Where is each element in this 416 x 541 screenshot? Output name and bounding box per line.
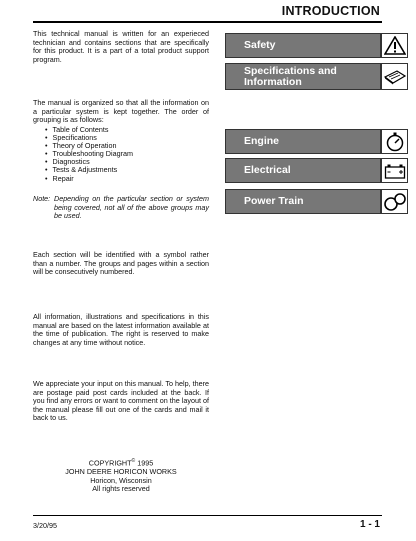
list-item: • Tests & Adjustments [45, 166, 133, 174]
note-text: Depending on the particular section or system being covered, not all of the above groups may be used. [54, 194, 209, 221]
organization-paragraph: The manual is organized so that all the information on a particular system is kept together. The order of grouping is as follows: [33, 98, 209, 125]
section-tab-specifications[interactable] [225, 63, 381, 90]
feedback-paragraph: We appreciate your input on this manual. To help, there are postage paid post cards included at the back. If you find any errors or want to comment on the layout of the manual please fill out one of the cards and mail it back to us. [33, 379, 209, 423]
section-label: Power Train [244, 195, 304, 207]
section-label: Engine [244, 135, 280, 147]
section-label: Safety [244, 39, 276, 51]
section-tab-power-train[interactable] [225, 189, 381, 214]
copyright-year: 1995 [135, 458, 154, 468]
copyright-rights: All rights reserved [92, 484, 150, 494]
section-label: Specifications and Information [244, 64, 337, 88]
note-block [33, 195, 209, 221]
symbol-paragraph: Each section will be identified with a symbol rather than a number. The groups and pages within a section will be consecutively numbered. [33, 250, 209, 277]
battery-icon [381, 158, 408, 183]
page-number: 1 - 1 [359, 519, 380, 530]
note-label: Note: [33, 194, 51, 203]
list-item: • Troubleshooting Diagram [45, 150, 133, 158]
list-item: • Table of Contents [45, 126, 133, 134]
grouping-list [45, 126, 133, 183]
gears-icon [381, 189, 408, 214]
footer-date: 3/20/95 [33, 521, 57, 530]
intro-paragraph: This technical manual is written for an experieced technician and contains sections that are specifically for this product. It is a part of a total product support program. [33, 29, 209, 64]
manual-book-icon [381, 63, 408, 90]
page-title: INTRODUCTION [281, 4, 380, 18]
copyright-block [33, 457, 209, 494]
list-item: • Repair [45, 175, 133, 183]
list-item: • Specifications [45, 134, 133, 142]
section-tab-electrical[interactable] [225, 158, 381, 183]
warning-triangle-icon [381, 33, 408, 58]
copyright-word: COPYRIGHT [88, 458, 132, 468]
engine-gauge-icon [381, 129, 408, 154]
footer-rule [33, 515, 382, 516]
copyright-location: Horicon, Wisconsin [90, 475, 152, 485]
section-tab-safety[interactable] [225, 33, 381, 58]
information-paragraph: All information, illustrations and specifications in this manual are based on the latest information available at the time of publication. The right is reserved to make changes at any time without notice. [33, 312, 209, 347]
copyright-company: JOHN DEERE HORICON WORKS [65, 466, 177, 476]
section-tab-engine[interactable] [225, 129, 381, 154]
copyright-symbol: © [131, 458, 136, 464]
header-rule [33, 21, 382, 23]
section-label: Electrical [244, 164, 291, 176]
list-item: • Theory of Operation [45, 142, 133, 150]
list-item: • Diagnostics [45, 158, 133, 166]
